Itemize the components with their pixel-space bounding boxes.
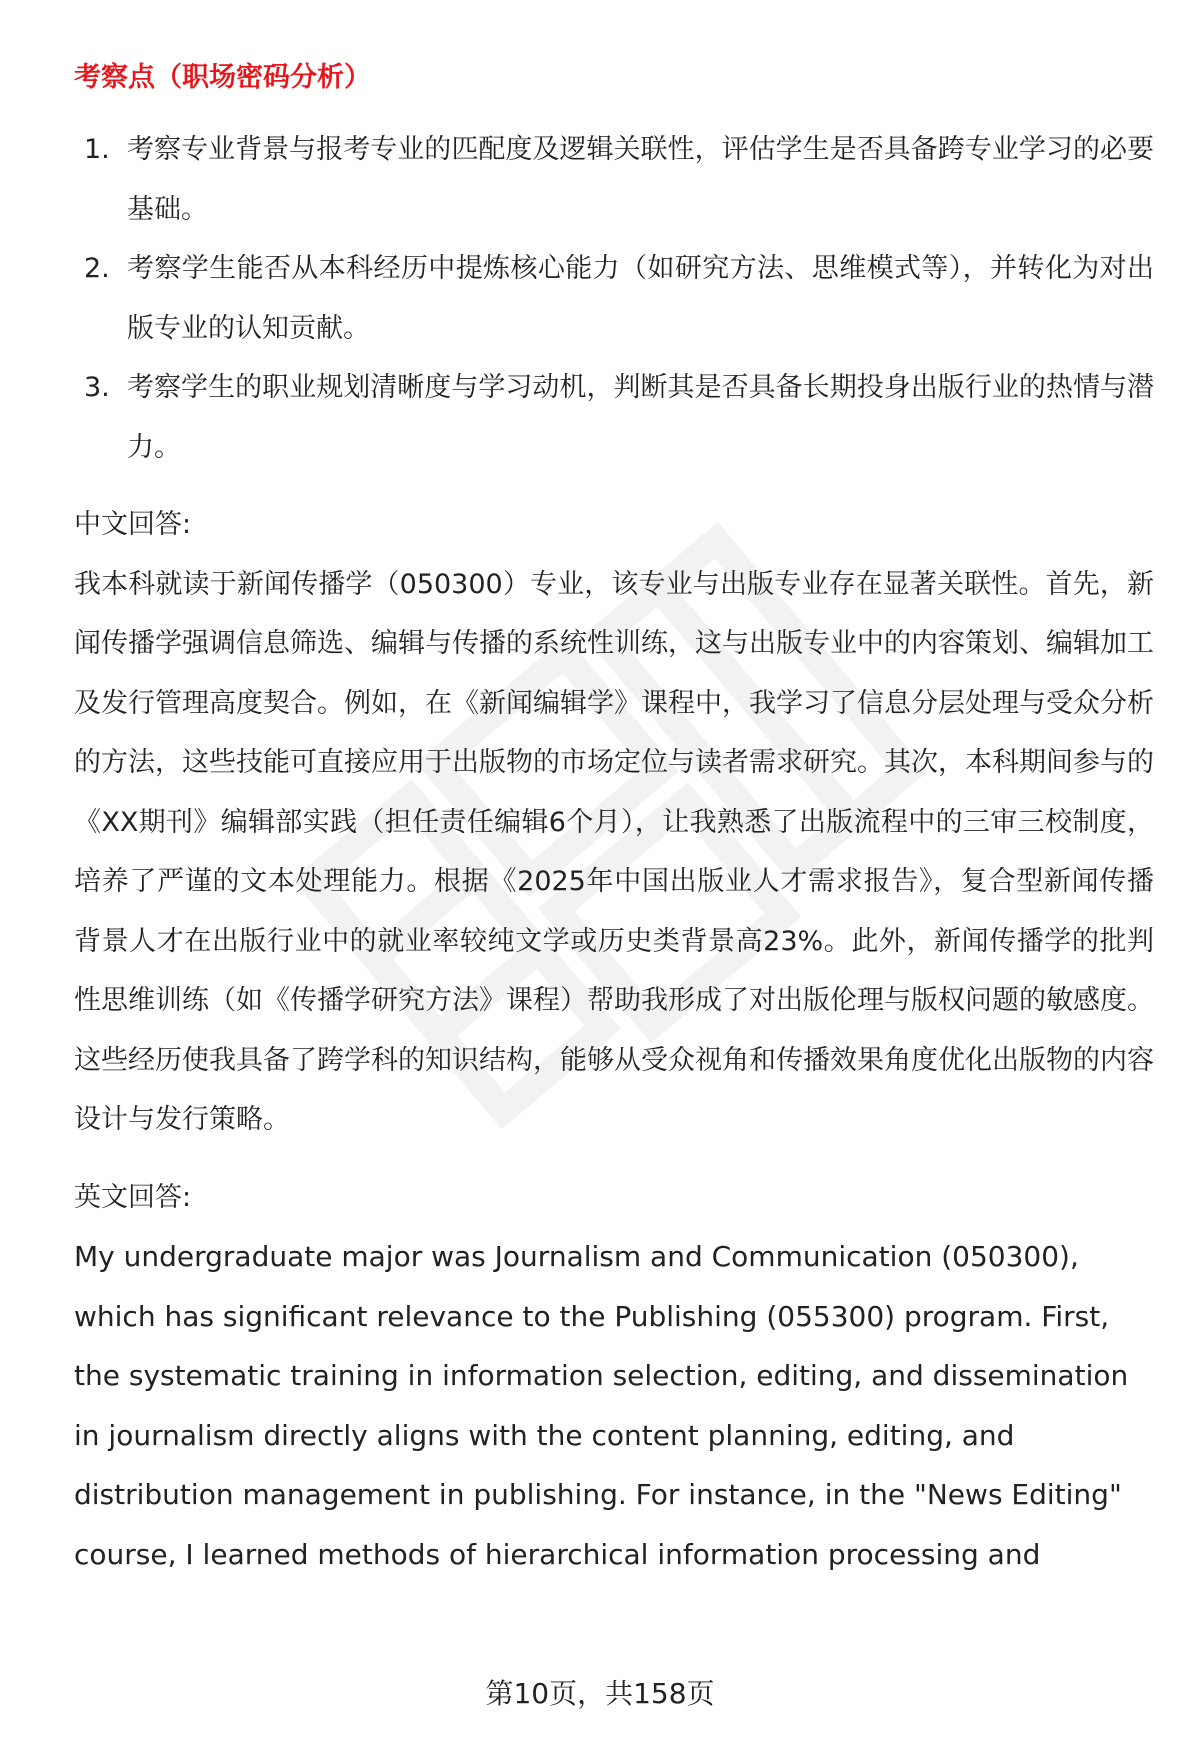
list-item — [74, 239, 1154, 358]
list-item-number: 1. — [84, 134, 110, 165]
chinese-answer-text: 我本科就读于新闻传播学（050300）专业，该专业与出版专业存在显著关联性。首先，新闻传播学强调信息筛选、编辑与传播的系统性训练，这与出版专业中的内容策划、编辑加工及发行管理高度契合。例如，在《新闻编辑学》课程中，我学习了信息分层处理与受众分析的方法，这些技能可直接应用于出版物的市场定位与读者需求研究。其次，本科期间参与的《XX期刊》编辑部实践（担任责任编辑6个月），让我熟悉了出版流程中的三审三校制度，培养了严谨的文本处理能力。根据《2025年中国出版业人才需求报告》，复合型新闻传播背景人才在出版行业中的就业率较纯文学或历史类背景高23%。此外，新闻传播学的批判性思维训练（如《传播学研究方法》课程）帮助我形成了对出版伦理与版权问题的敏感度。这些经历使我具备了跨学科的知识结构，能够从受众视角和传播效果角度优化出版物的内容设计与发行策略。 — [74, 568, 1154, 1135]
chinese-answer-heading: 中文回答: — [74, 509, 192, 540]
list-item — [74, 358, 1154, 477]
list-item-number: 3. — [84, 372, 110, 403]
list-item-text: 考察专业背景与报考专业的匹配度及逻辑关联性，评估学生是否具备跨专业学习的必要基础。 — [127, 134, 1154, 225]
list-item-text: 考察学生能否从本科经历中提炼核心能力（如研究方法、思维模式等），并转化为对出版专业的认知贡献。 — [127, 253, 1154, 344]
list-item-number: 2. — [84, 253, 110, 284]
list-item — [74, 120, 1154, 239]
list-item-text: 考察学生的职业规划清晰度与学习动机，判断其是否具备长期投身出版行业的热情与潜力。 — [127, 372, 1154, 463]
english-answer-heading: 英文回答: — [74, 1181, 192, 1213]
assessment-points-list — [74, 120, 1154, 477]
section-title: 考察点（职场密码分析） — [74, 62, 371, 93]
page-footer: 第10页，共158页 — [485, 1677, 715, 1710]
english-answer-text: My undergraduate major was Journalism and Communication (050300), which has significant relevance to the Publishing (055300) program. First, the systematic training in information selection, editing, and dissemination in journalism directly aligns with the content planning, editing, and distribution management in publishing. For instance, in the "News Editing" course, I learned methods of hierarchical information processing and — [74, 1240, 1129, 1571]
document-page — [74, 58, 1154, 1584]
